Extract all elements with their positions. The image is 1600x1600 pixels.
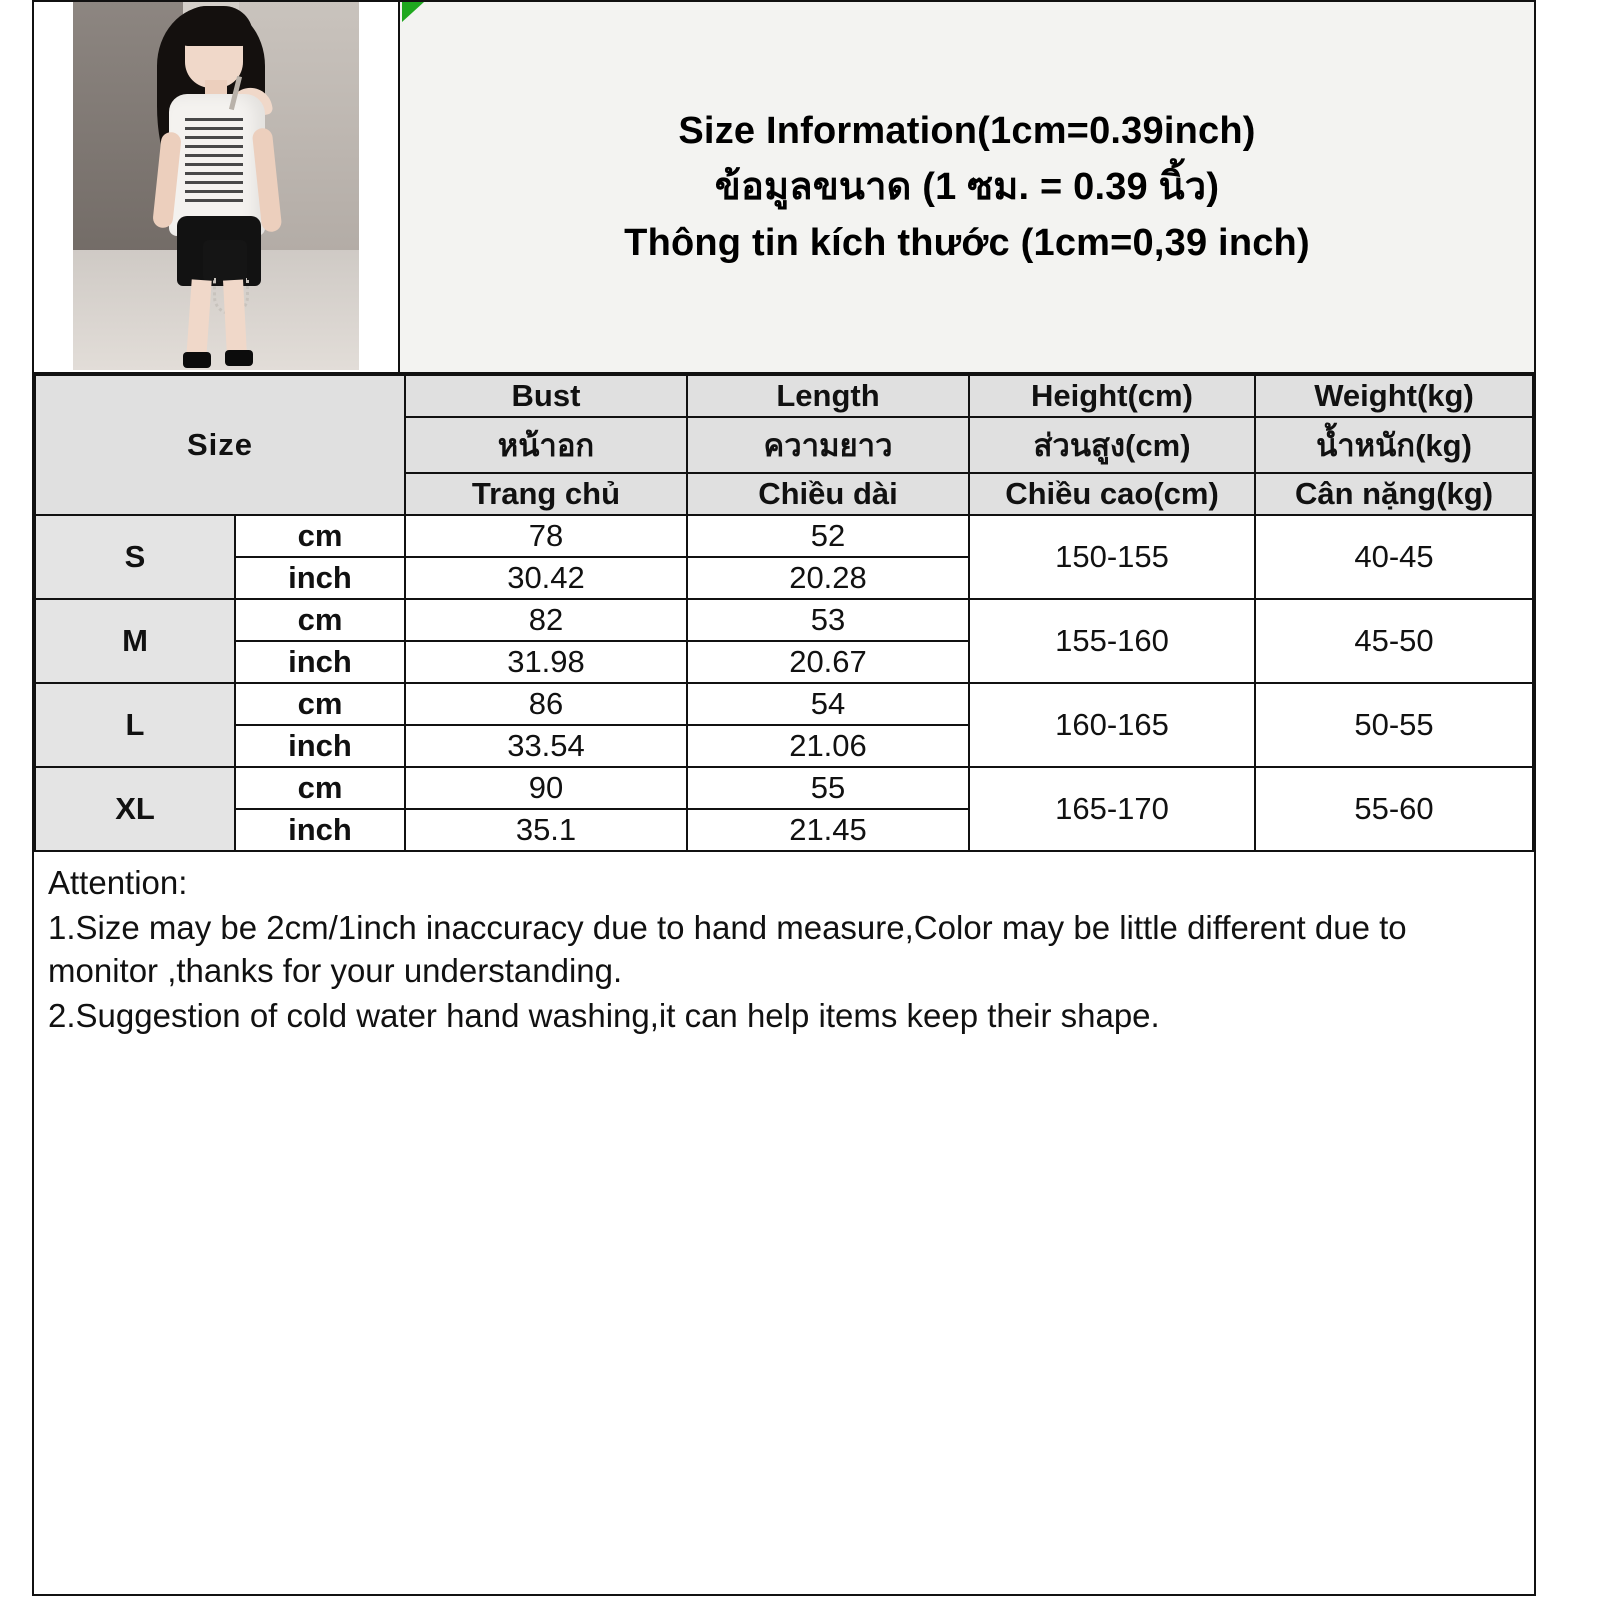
- title-line-vi: Thông tin kích thước (1cm=0,39 inch): [624, 222, 1310, 265]
- cell-bust-inch-m: 31.98: [405, 641, 687, 683]
- cell-length-inch-m: 20.67: [687, 641, 969, 683]
- row-unit-cm-m: cm: [235, 599, 405, 641]
- cell-bust-inch-s: 30.42: [405, 557, 687, 599]
- attention-heading: Attention:: [48, 864, 188, 901]
- table-row: [35, 515, 1533, 557]
- chart-header: [34, 2, 1534, 374]
- table-header-row-en: [35, 375, 1533, 417]
- model-handbag: [203, 240, 247, 282]
- model-hair-front: [177, 6, 253, 46]
- cell-weight-xl: 55-60: [1255, 767, 1533, 851]
- cell-bust-cm-l: 86: [405, 683, 687, 725]
- col-header-bust-th: หน้าอก: [405, 417, 687, 473]
- col-header-height-vi: Chiều cao(cm): [969, 473, 1255, 515]
- title-block: [400, 2, 1534, 372]
- col-header-length-vi: Chiều dài: [687, 473, 969, 515]
- size-table: [34, 374, 1534, 852]
- row-size-label-l: L: [35, 683, 235, 767]
- cell-length-cm-m: 53: [687, 599, 969, 641]
- col-header-length-en: Length: [687, 375, 969, 417]
- table-row: [35, 683, 1533, 725]
- col-header-bust-en: Bust: [405, 375, 687, 417]
- model-shoe-right: [225, 350, 253, 366]
- cell-weight-l: 50-55: [1255, 683, 1533, 767]
- product-photo-cell: [34, 2, 400, 372]
- cell-bust-inch-l: 33.54: [405, 725, 687, 767]
- cell-length-cm-xl: 55: [687, 767, 969, 809]
- cell-height-xl: 165-170: [969, 767, 1255, 851]
- attention-line-1: 1.Size may be 2cm/1inch inaccuracy due to hand measure,Color may be little different due to monitor ,thanks for your understanding.: [48, 908, 1407, 989]
- col-header-weight-en: Weight(kg): [1255, 375, 1533, 417]
- cell-length-inch-xl: 21.45: [687, 809, 969, 851]
- title-line-en: Size Information(1cm=0.39inch): [678, 109, 1256, 152]
- garment-print-graphic: [185, 114, 243, 202]
- row-size-label-m: M: [35, 599, 235, 683]
- row-unit-cm-l: cm: [235, 683, 405, 725]
- size-chart-frame: [32, 0, 1536, 1596]
- cell-length-cm-s: 52: [687, 515, 969, 557]
- row-size-label-xl: XL: [35, 767, 235, 851]
- cell-height-m: 155-160: [969, 599, 1255, 683]
- col-header-height-en: Height(cm): [969, 375, 1255, 417]
- cell-bust-cm-m: 82: [405, 599, 687, 641]
- cell-bust-cm-xl: 90: [405, 767, 687, 809]
- cell-bust-inch-xl: 35.1: [405, 809, 687, 851]
- cell-bust-cm-s: 78: [405, 515, 687, 557]
- row-unit-inch-s: inch: [235, 557, 405, 599]
- cell-height-l: 160-165: [969, 683, 1255, 767]
- table-row: [35, 599, 1533, 641]
- row-unit-inch-m: inch: [235, 641, 405, 683]
- row-size-label-s: S: [35, 515, 235, 599]
- table-row: [35, 767, 1533, 809]
- attention-line-2: 2.Suggestion of cold water hand washing,it can help items keep their shape.: [48, 996, 1160, 1034]
- col-header-length-th: ความยาว: [687, 417, 969, 473]
- model-shoe-left: [183, 352, 211, 368]
- row-unit-inch-l: inch: [235, 725, 405, 767]
- col-header-bust-vi: Trang chủ: [405, 473, 687, 515]
- cell-weight-m: 45-50: [1255, 599, 1533, 683]
- col-header-height-th: ส่วนสูง(cm): [969, 417, 1255, 473]
- size-header-cell: Size: [35, 375, 405, 515]
- cell-length-inch-l: 21.06: [687, 725, 969, 767]
- row-unit-cm-xl: cm: [235, 767, 405, 809]
- cell-height-s: 150-155: [969, 515, 1255, 599]
- col-header-weight-vi: Cân nặng(kg): [1255, 473, 1533, 515]
- row-unit-cm-s: cm: [235, 515, 405, 557]
- cell-length-cm-l: 54: [687, 683, 969, 725]
- title-line-th: ข้อมูลขนาด (1 ซม. = 0.39 นิ้ว): [714, 165, 1220, 208]
- cell-weight-s: 40-45: [1255, 515, 1533, 599]
- cell-length-inch-s: 20.28: [687, 557, 969, 599]
- attention-section: [34, 852, 1534, 1038]
- model-leg-right: [223, 280, 247, 357]
- col-header-weight-th: น้ำหนัก(kg): [1255, 417, 1533, 473]
- product-photo: [73, 2, 359, 370]
- row-unit-inch-xl: inch: [235, 809, 405, 851]
